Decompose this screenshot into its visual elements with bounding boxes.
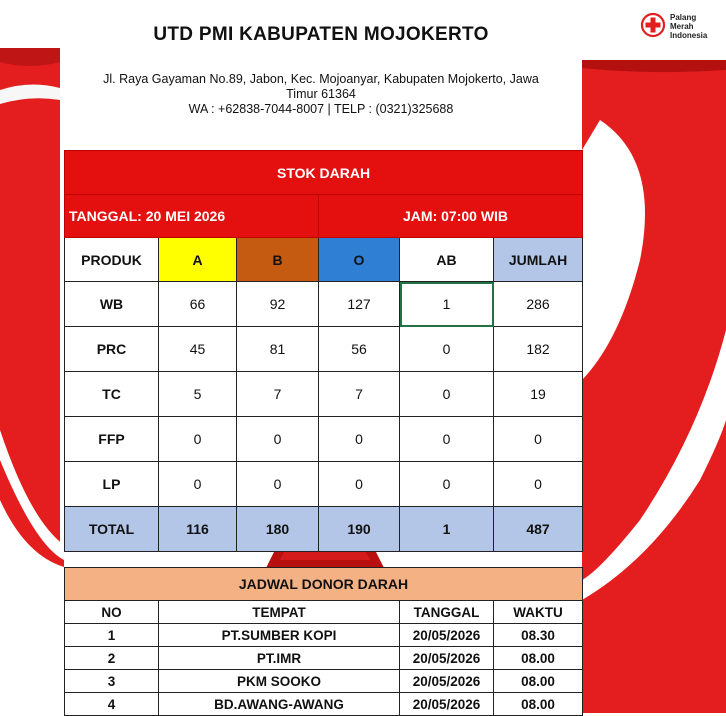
cell-date[interactable]: 20/05/2026 xyxy=(400,647,494,670)
table-row xyxy=(65,462,583,507)
cell-total[interactable]: 286 xyxy=(494,282,583,327)
schedule-column-header xyxy=(65,601,583,624)
cell-no[interactable]: 4 xyxy=(65,693,159,716)
stock-time: JAM: 07:00 WIB xyxy=(319,195,583,238)
product-cell[interactable]: TC xyxy=(65,372,159,417)
logo-line-2: Merah xyxy=(670,22,694,31)
contact-line: WA : +62838-7044-8007 | TELP : (0321)325688 xyxy=(188,102,454,116)
cell-o[interactable]: 56 xyxy=(319,327,400,372)
cell-time[interactable]: 08.00 xyxy=(494,670,583,693)
cell-total[interactable]: 0 xyxy=(494,417,583,462)
cell-total[interactable]: 182 xyxy=(494,327,583,372)
cell-date[interactable]: 20/05/2026 xyxy=(400,693,494,716)
total-o[interactable]: 190 xyxy=(319,507,400,552)
column-header-a[interactable]: A xyxy=(159,238,237,282)
cell-ab[interactable]: 0 xyxy=(400,372,494,417)
column-header-jumlah[interactable]: JUMLAH xyxy=(494,238,583,282)
schedule-table xyxy=(64,567,583,716)
cell-no[interactable]: 3 xyxy=(65,670,159,693)
cell-b[interactable]: 7 xyxy=(237,372,319,417)
pmi-logo xyxy=(640,12,720,46)
logo-line-3: Indonesia xyxy=(670,31,708,40)
cell-no[interactable]: 2 xyxy=(65,647,159,670)
cell-o[interactable]: 0 xyxy=(319,417,400,462)
cell-o[interactable]: 7 xyxy=(319,372,400,417)
cell-total[interactable]: 0 xyxy=(494,462,583,507)
schedule-title: JADWAL DONOR DARAH xyxy=(65,568,583,601)
address-line-2: Timur 61364 xyxy=(286,87,356,101)
cell-b[interactable]: 81 xyxy=(237,327,319,372)
logo-text xyxy=(670,13,707,40)
cell-total[interactable]: 19 xyxy=(494,372,583,417)
table-row xyxy=(65,282,583,327)
logo-line-1: Palang xyxy=(670,13,697,22)
selected-cell-ab[interactable]: 1 xyxy=(400,282,494,327)
red-cross-icon xyxy=(640,12,666,38)
table-row xyxy=(65,670,583,693)
cell-ab[interactable]: 0 xyxy=(400,327,494,372)
stock-table xyxy=(64,150,583,552)
cell-a[interactable]: 0 xyxy=(159,462,237,507)
column-header-tempat[interactable]: TEMPAT xyxy=(159,601,400,624)
cell-a[interactable]: 0 xyxy=(159,417,237,462)
stock-title: STOK DARAH xyxy=(65,151,583,195)
cell-place[interactable]: BD.AWANG-AWANG xyxy=(159,693,400,716)
column-header-b[interactable]: B xyxy=(237,238,319,282)
product-cell[interactable]: PRC xyxy=(65,327,159,372)
cell-a[interactable]: 45 xyxy=(159,327,237,372)
column-header-produk[interactable]: PRODUK xyxy=(65,238,159,282)
cell-date[interactable]: 20/05/2026 xyxy=(400,670,494,693)
column-header-ab[interactable]: AB xyxy=(400,238,494,282)
cell-o[interactable]: 127 xyxy=(319,282,400,327)
cell-no[interactable]: 1 xyxy=(65,624,159,647)
total-jumlah[interactable]: 487 xyxy=(494,507,583,552)
total-ab[interactable]: 1 xyxy=(400,507,494,552)
total-row xyxy=(65,507,583,552)
table-row xyxy=(65,624,583,647)
cell-b[interactable]: 0 xyxy=(237,462,319,507)
table-row xyxy=(65,693,583,716)
cell-ab[interactable]: 0 xyxy=(400,462,494,507)
total-b[interactable]: 180 xyxy=(237,507,319,552)
total-a[interactable]: 116 xyxy=(159,507,237,552)
cell-time[interactable]: 08.00 xyxy=(494,647,583,670)
cell-place[interactable]: PT.IMR xyxy=(159,647,400,670)
product-cell[interactable]: LP xyxy=(65,462,159,507)
cell-a[interactable]: 66 xyxy=(159,282,237,327)
table-row xyxy=(65,417,583,462)
product-cell[interactable]: FFP xyxy=(65,417,159,462)
table-row xyxy=(65,647,583,670)
table-row xyxy=(65,372,583,417)
address-block xyxy=(70,72,572,117)
column-header-tanggal[interactable]: TANGGAL xyxy=(400,601,494,624)
product-cell[interactable]: WB xyxy=(65,282,159,327)
column-header-waktu[interactable]: WAKTU xyxy=(494,601,583,624)
cell-b[interactable]: 0 xyxy=(237,417,319,462)
page-title: UTD PMI KABUPATEN MOJOKERTO xyxy=(153,24,489,45)
cell-o[interactable]: 0 xyxy=(319,462,400,507)
address-line-1: Jl. Raya Gayaman No.89, Jabon, Kec. Mojoanyar, Kabupaten Mojokerto, Jawa xyxy=(103,72,539,86)
table-row xyxy=(65,327,583,372)
stock-column-header xyxy=(65,238,583,282)
cell-time[interactable]: 08.30 xyxy=(494,624,583,647)
column-header-no[interactable]: NO xyxy=(65,601,159,624)
cell-date[interactable]: 20/05/2026 xyxy=(400,624,494,647)
column-header-o[interactable]: O xyxy=(319,238,400,282)
cell-place[interactable]: PT.SUMBER KOPI xyxy=(159,624,400,647)
cell-place[interactable]: PKM SOOKO xyxy=(159,670,400,693)
cell-ab[interactable]: 0 xyxy=(400,417,494,462)
cell-a[interactable]: 5 xyxy=(159,372,237,417)
cell-time[interactable]: 08.00 xyxy=(494,693,583,716)
cell-b[interactable]: 92 xyxy=(237,282,319,327)
stock-date: TANGGAL: 20 MEI 2026 xyxy=(65,195,319,238)
total-label[interactable]: TOTAL xyxy=(65,507,159,552)
